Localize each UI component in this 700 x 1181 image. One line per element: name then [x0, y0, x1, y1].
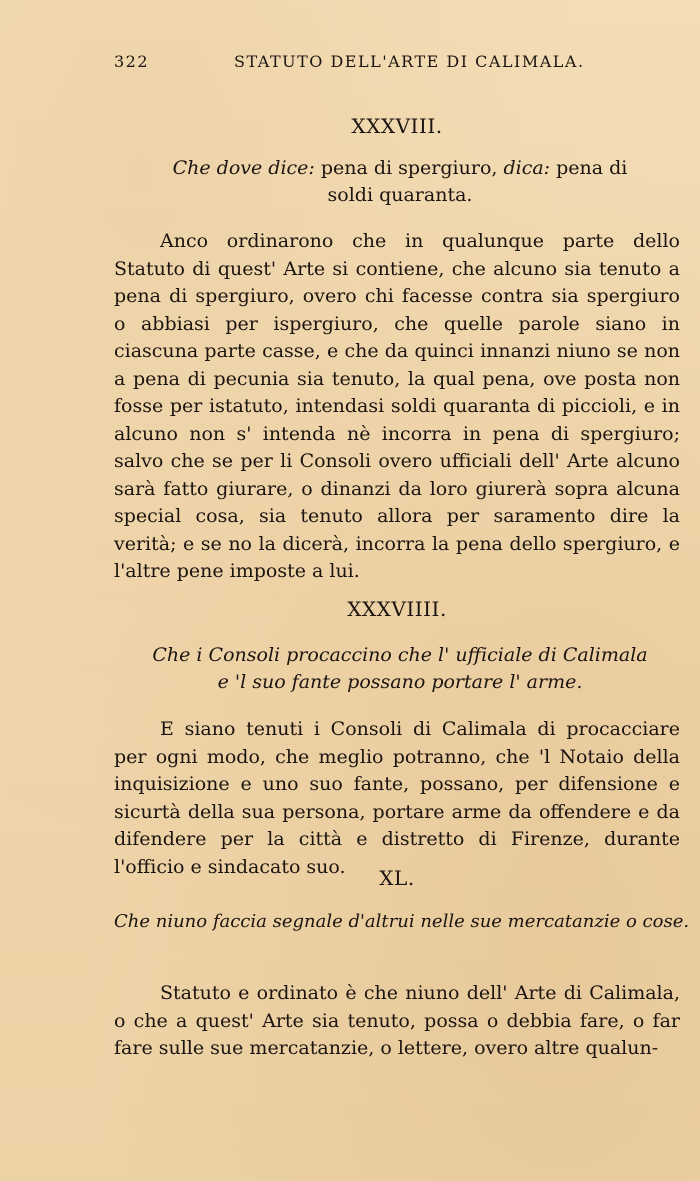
- section-subtitle: Che i Consoli procaccino che l' ufficiale di Calimala e 'l suo fante possano portare l' arme.: [152, 644, 648, 693]
- running-head: [114, 52, 674, 76]
- subtitle-italic-part: dica:: [503, 157, 551, 179]
- section-number: XL.: [379, 866, 415, 890]
- section-number: XXXVIII.: [351, 114, 443, 138]
- subtitle-roman-part: pena di soldi quaranta.: [327, 157, 628, 206]
- section-subtitle: [170, 155, 630, 209]
- section-subtitle: Che niuno faccia segnale d'altrui nelle sue mercatanzie o cose.: [114, 911, 690, 932]
- subtitle-italic-part: Che dove dice:: [172, 157, 315, 179]
- section-body: [114, 228, 680, 586]
- body-paragraph: Anco ordinarono che in qualunque parte dello Statuto di quest' Arte si contiene, che alcuno sia tenuto a pena di spergiuro, overo chi facesse contra sia spergiuro o abbiasi per ispergiuro, che quelle parole siano in ciascuna parte casse, e che da quinci innanzi niuno se non a pena di pecunia sia tenuto, la qual pena, ove posta non fosse per istatuto, intendasi soldi quaranta di piccioli, e in alcuno non s' intenda nè incorra in pena di spergiuro; salvo che se per li Consoli overo ufficiali dell' Arte alcuno sarà fatto giurare, o dinanzi da loro giurerà sopra alcuna special cosa, sia tenuto allora per saramento dire la verità; e se no la dicerà, incorra la pena dello spergiuro, e l'altre pene imposte a lui.: [114, 230, 680, 582]
- section-body: [114, 716, 680, 881]
- page-number: 322: [114, 52, 150, 71]
- section-body: [114, 980, 680, 1063]
- running-title: STATUTO DELL'ARTE DI CALIMALA.: [234, 52, 585, 71]
- subtitle-roman-part: pena di spergiuro,: [314, 157, 504, 179]
- body-paragraph: Statuto e ordinato è che niuno dell' Arte di Calimala, o che a quest' Arte sia tenuto, possa o debbia fare, o far fare sulle sue mercatanzie, o lettere, overo altre qualun-: [114, 982, 680, 1059]
- section-number: XXXVIIII.: [347, 597, 447, 621]
- body-paragraph: E siano tenuti i Consoli di Calimala di procacciare per ogni modo, che meglio potranno, che 'l Notaio della inquisizione e uno suo fante, possano, per difensione e sicurtà della sua persona, portare arme da offendere e da difendere per la città e distretto di Firenze, durante l'officio e sindacato suo.: [114, 718, 680, 878]
